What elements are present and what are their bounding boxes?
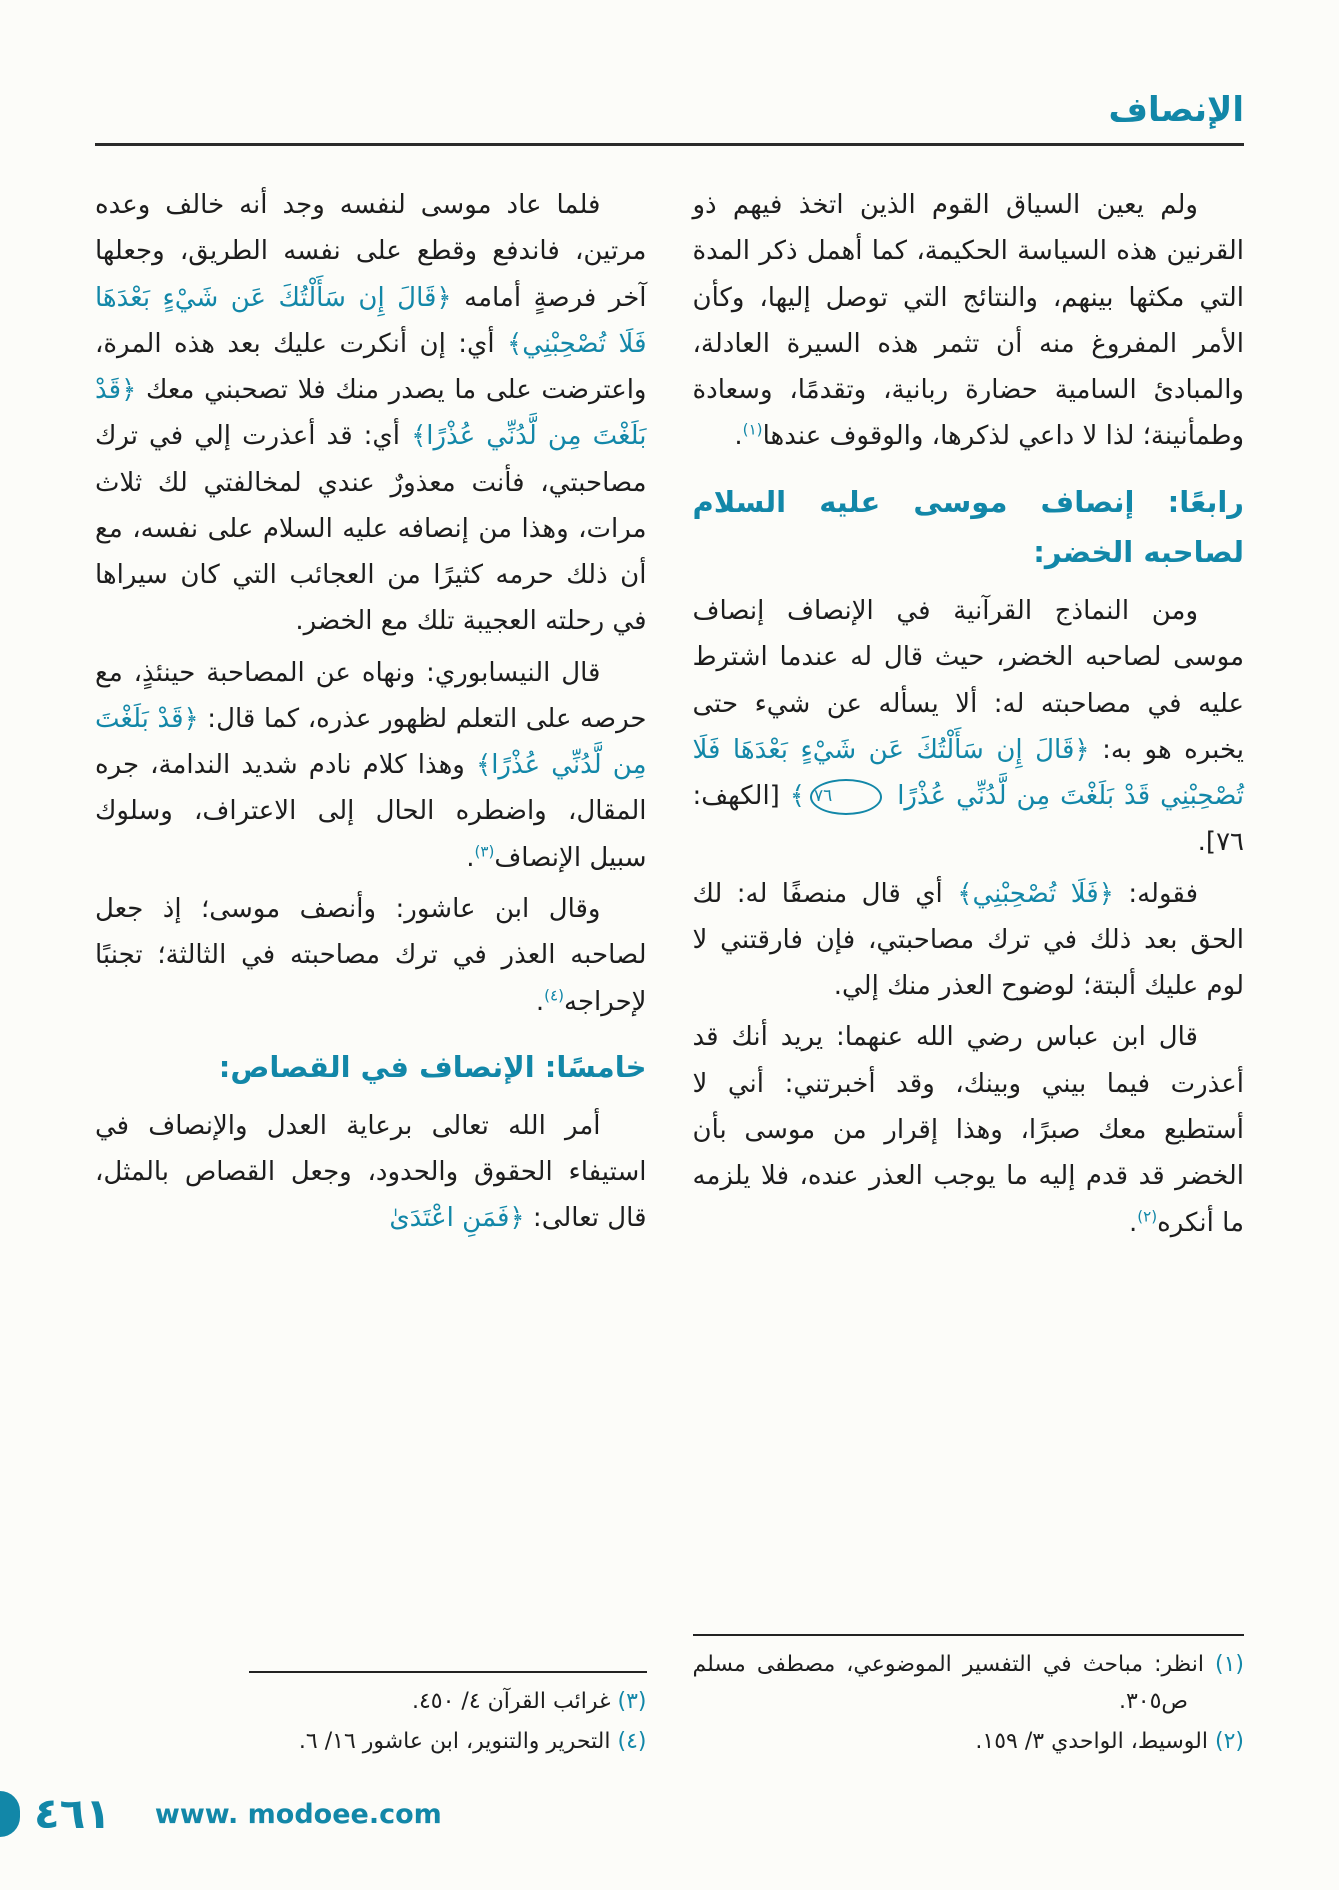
page-number: ٤٦١ — [34, 1789, 111, 1838]
paragraph — [95, 182, 647, 645]
footnote-text: الوسيط، الواحدي ٣/ ١٥٩. — [975, 1728, 1208, 1754]
quran-verse: ﴿قَالَ إِن سَأَلْتُكَ عَن شَيْءٍ بَعْدَهَا فَلَا تُصْحِبْنِي﴾ — [95, 282, 647, 359]
footnote — [249, 1723, 646, 1760]
text-segment: قال النيسابوري: ونهاه عن المصاحبة حينئذٍ، مع حرصه على التعلم لظهور عذره، كما قال: — [95, 657, 647, 734]
text-segment: ولم يعين السياق القوم الذين اتخذ فيهم ذو القرنين هذه السياسة الحكيمة، كما أهمل ذكر المدة التي مكثها بينهم، والنتائج التي توصل إليها، وكأن الأمر المفروغ منه أن تثمر هذه السيرة العادلة، والمبادئ السامية حضارة ربانية، وتقدمًا، وسعادة وطمأنينة؛ لذا لا داعي لذكرها، والوقوف عندها — [692, 190, 1244, 452]
paragraph — [693, 1014, 1245, 1245]
paragraph — [95, 886, 647, 1025]
paragraph — [693, 182, 1245, 460]
text-segment: فلما عاد موسى لنفسه وجد أنه خالف وعده مرتين، فاندفع وقطع على نفسه الطريق، وجعلها آخر فرصةٍ أمامه — [95, 190, 647, 313]
footnote-number: (٣) — [617, 1689, 647, 1715]
text-segment: فقوله: — [1113, 878, 1198, 909]
footnote — [693, 1723, 1245, 1760]
page-number-tab — [0, 1791, 20, 1837]
footnotes-right — [693, 1634, 1245, 1762]
footnote — [249, 1683, 646, 1720]
quran-verse: ﴿قَدْ بَلَغْتَ مِن لَّدُنِّي عُذْرًا﴾ — [95, 375, 647, 452]
paragraph — [95, 1103, 647, 1242]
quran-verse: ﴿فَلَا تُصْحِبْنِي﴾ — [957, 878, 1114, 909]
quran-verse: ﴿قَالَ إِن سَأَلْتُكَ عَن شَيْءٍ بَعْدَهَا فَلَا تُصْحِبْنِي قَدْ بَلَغْتَ مِن لَّدُنِّي عُذْرًا — [692, 734, 1244, 812]
paragraph — [95, 650, 647, 881]
footnote-number: (٤) — [617, 1728, 647, 1754]
text-segment: أي: قد أعذرت إلي في ترك مصاحبتي، فأنت معذورٌ عندي لمخالفتي لك ثلاث مرات، وهذا من إنصافه عليه السلام على نفسه، مع أن ذلك حرمه كثيرًا من العجائب التي كان سيراها في رحلته العجيبة تلك مع الخضر. — [95, 421, 647, 637]
footnote-text: غرائب القرآن ٤/ ٤٥٠. — [411, 1689, 611, 1715]
column-right — [693, 182, 1245, 1762]
chapter-title: الإنصاف — [1108, 90, 1244, 130]
footnote-number: (١) — [1214, 1651, 1244, 1677]
footnotes-left — [249, 1671, 646, 1762]
text-segment: ومن النماذج القرآنية في الإنصاف إنصاف موسى لصاحبه الخضر، حيث قال له عندما اشترط عليه في مصاحبته له: ألا يسأله عن شيء حتى يخبره هو به: — [692, 596, 1244, 765]
text-segment: . — [535, 986, 545, 1017]
text-segment: وهذا كلام نادم شديد الندامة، جره المقال، واضطره الحال إلى الاعتراف، وسلوك سبيل الإنصاف — [95, 750, 647, 873]
text-segment: أمر الله تعالى برعاية العدل والإنصاف في استيفاء الحقوق والحدود، وجعل القصاص بالمثل، قال تعالى: — [95, 1110, 647, 1234]
footnote-ref: (١) — [742, 420, 763, 439]
quran-verse: ﴾ — [789, 781, 805, 812]
section-heading-fourth: رابعًا: إنصاف موسى عليه السلام لصاحبه الخضر: — [692, 484, 1244, 570]
column-left — [95, 182, 647, 1762]
website-url: www. modoee.com — [154, 1798, 442, 1830]
paragraph — [693, 871, 1245, 1010]
footnote-ref: (٣) — [474, 842, 495, 861]
text-segment: . — [734, 421, 743, 452]
quran-verse: ﴿قَدْ بَلَغْتَ مِن لَّدُنِّي عُذْرًا﴾ — [95, 703, 647, 781]
footnote — [693, 1646, 1245, 1721]
page-footer — [0, 1788, 442, 1840]
text-segment: [الكهف: ٧٦]. — [692, 781, 1244, 858]
text-segment: أي قال منصفًا له: لك الحق بعد ذلك في ترك مصاحبتي، فإن فارقتني لا لوم عليك ألبتة؛ لوضوح العذر منك إلي. — [692, 878, 1244, 1002]
text-segment: . — [1128, 1207, 1138, 1238]
footnote-text: التحرير والتنوير، ابن عاشور ١٦/ ٦. — [298, 1728, 611, 1754]
text-segment: قال ابن عباس رضي الله عنهما: يريد أنك قد أعذرت فيما بيني وبينك، وقد أخبرتني: أني لا أستطيع معك صبرًا، وهذا إقرار من موسى بأن الخضر قد قدم إليه ما يوجب العذر عنده، فلا يلزمه ما أنكره — [692, 1022, 1244, 1238]
text-segment: أي: إن أنكرت عليك بعد هذه المرة، واعترضت على ما يصدر منك فلا تصحبني معك — [95, 328, 647, 406]
ayah-number: ٧٦ — [810, 779, 882, 815]
quran-verse: ﴿فَمَنِ اعْتَدَىٰ — [389, 1203, 525, 1234]
footnote-ref: (٤) — [544, 985, 565, 1004]
paragraph — [693, 588, 1245, 866]
section-heading-fifth: خامسًا: الإنصاف في القصاص: — [218, 1049, 647, 1084]
footnote-ref: (٢) — [1137, 1206, 1158, 1225]
footnote-number: (٢) — [1214, 1728, 1244, 1754]
text-columns — [95, 182, 1244, 1762]
text-segment: وقال ابن عاشور: وأنصف موسى؛ إذ جعل لصاحبه العذر في ترك مصاحبته في الثالثة؛ تجنبًا لإحراجه — [95, 893, 647, 1017]
page-header — [95, 90, 1244, 146]
text-segment: . — [466, 842, 475, 873]
footnote-text: انظر: مباحث في التفسير الموضوعي، مصطفى مسلم ص٣٠٥. — [692, 1651, 1204, 1715]
